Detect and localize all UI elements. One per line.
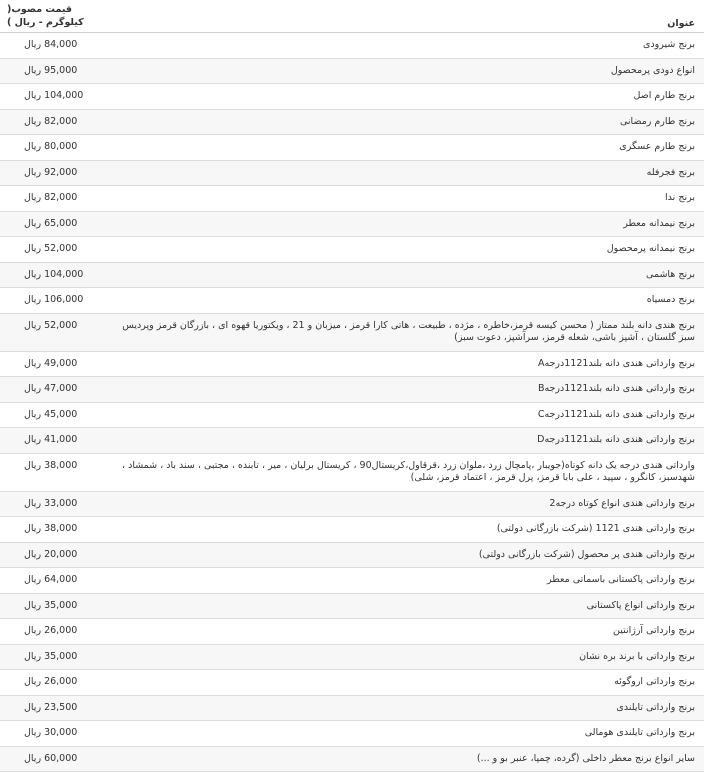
row-price-value: 23,500: [44, 701, 78, 713]
row-title: برنج وارداتی اروگوئه: [99, 670, 704, 696]
table-row: [0, 58, 704, 84]
table-body: [0, 33, 704, 772]
row-price: [0, 428, 99, 454]
row-price-currency: ریال: [24, 459, 42, 471]
row-price: [0, 58, 99, 84]
row-title: برنج وارداتی هندی دانه بلند1121درجهC: [99, 402, 704, 428]
row-price-value: 45,000: [44, 408, 78, 420]
table-row: [0, 721, 704, 747]
row-price-currency: ریال: [24, 574, 42, 585]
header-price-line2: کیلوگرم - ریال ): [7, 17, 84, 28]
row-title: برنج وارداتی با برند بره نشان: [99, 644, 704, 670]
row-price: [0, 313, 99, 351]
row-price-value: 92,000: [44, 166, 78, 178]
row-price-value: 84,000: [44, 39, 78, 50]
row-price-value: 104,000: [44, 268, 84, 280]
row-title: برنج وارداتی پاکستانی باسماتی معطر: [99, 568, 704, 594]
row-title: برنج وارداتی هندی پر محصول (شرکت بازرگانی دولتی): [99, 542, 704, 568]
row-price-currency: ریال: [24, 294, 42, 305]
row-price: [0, 351, 99, 377]
row-price-currency: ریال: [24, 383, 42, 394]
row-title: برنج وارداتی هندی دانه بلند1121درجهA: [99, 351, 704, 377]
row-price: [0, 568, 99, 594]
table-row: [0, 453, 704, 491]
table-row: [0, 402, 704, 428]
row-title: برنج نیمدانه پرمحصول: [99, 237, 704, 263]
row-price-currency: ریال: [24, 434, 42, 445]
row-title: برنج ندا: [99, 186, 704, 212]
row-price-value: 95,000: [44, 64, 78, 76]
row-price-value: 104,000: [44, 90, 84, 101]
row-price: [0, 237, 99, 263]
row-price: [0, 288, 99, 314]
table-row: [0, 262, 704, 288]
row-price: [0, 109, 99, 135]
row-price-value: 26,000: [44, 676, 78, 687]
row-price: [0, 593, 99, 619]
row-price-currency: ریال: [24, 548, 42, 560]
row-price-currency: ریال: [24, 39, 42, 50]
row-price-currency: ریال: [24, 497, 42, 509]
table-header-row: [0, 0, 704, 33]
row-title: وارداتی هندی درجه یک دانه کوتاه(جویبار ،پامچال زرد ،ملوان زرد ،قرقاول،کریستال90 ، کریستال برلیان ، میر ، تابنده ، مجتبی ، سند باد ، شمشاد ، شهدسبز، کانگرو ، سپید ، علی بابا قرمز، پرل قرمز ، اعتماد قرمز، شلی): [99, 453, 704, 491]
row-price-currency: ریال: [24, 319, 42, 331]
table-row: [0, 428, 704, 454]
row-price-currency: ریال: [24, 625, 42, 636]
table-row: [0, 568, 704, 594]
row-price: [0, 211, 99, 237]
row-price-currency: ریال: [24, 523, 42, 534]
table-row: [0, 746, 704, 772]
table-row: [0, 160, 704, 186]
row-price: [0, 491, 99, 517]
row-price-value: 30,000: [44, 727, 78, 738]
table-row: [0, 491, 704, 517]
row-price: [0, 670, 99, 696]
row-price-currency: ریال: [24, 650, 42, 662]
row-price: [0, 695, 99, 721]
row-title: برنج هاشمی: [99, 262, 704, 288]
row-price-value: 20,000: [44, 548, 78, 560]
row-price: [0, 402, 99, 428]
row-title: انواع دودی پرمحصول: [99, 58, 704, 84]
header-price-line1: قیمت مصوب(: [7, 4, 72, 15]
row-title: برنج وارداتی هندی 1121 (شرکت بازرگانی دولتی): [99, 517, 704, 543]
row-price-currency: ریال: [24, 64, 42, 76]
table-row: [0, 211, 704, 237]
row-title: برنج طارم عسگری: [99, 135, 704, 161]
header-price: [0, 0, 99, 33]
row-price-currency: ریال: [24, 192, 42, 203]
row-price: [0, 160, 99, 186]
row-title: برنج وارداتی آرژانتین: [99, 619, 704, 645]
header-title: عنوان: [99, 0, 704, 33]
table-row: [0, 288, 704, 314]
table-row: [0, 135, 704, 161]
row-price-value: 65,000: [44, 217, 78, 229]
table-row: [0, 517, 704, 543]
row-title: سایر انواع برنج معطر داخلی (گرده، چمپا، عنبر بو و ...): [99, 746, 704, 772]
row-price-currency: ریال: [24, 676, 42, 687]
row-title: برنج دمسیاه: [99, 288, 704, 314]
row-price: [0, 619, 99, 645]
row-title: برنج طارم رمضانی: [99, 109, 704, 135]
row-price: [0, 84, 99, 110]
row-price: [0, 517, 99, 543]
row-price-value: 38,000: [44, 523, 78, 534]
row-price-value: 35,000: [44, 650, 78, 662]
table-row: [0, 670, 704, 696]
row-price-currency: ریال: [24, 701, 42, 713]
row-price-currency: ریال: [24, 727, 42, 738]
row-price: [0, 377, 99, 403]
row-price-currency: ریال: [24, 599, 42, 611]
row-title: برنج وارداتی تایلندی: [99, 695, 704, 721]
table-row: [0, 351, 704, 377]
row-price-value: 52,000: [44, 243, 78, 254]
row-title: برنج وارداتی انواع پاکستانی: [99, 593, 704, 619]
row-title: برنج وارداتی هندی دانه بلند1121درجهB: [99, 377, 704, 403]
row-title: برنج وارداتی هندی دانه بلند1121درجهD: [99, 428, 704, 454]
row-title: برنج وارداتی هندی انواع کوتاه درجه2: [99, 491, 704, 517]
row-title: برنج هندی دانه بلند ممتاز ( محسن کیسه قرمز،خاطره ، مژده ، طبیعت ، هاتی کارا قرمز ، میزبان و 21 ، ویکتوریا قهوه ای ، بازرگان قرمز وپردیس سبز گلستان ، آشپز باشی، شعله قرمز، سرآشپز، دعوت سبز): [99, 313, 704, 351]
row-price-value: 41,000: [44, 434, 78, 445]
row-price-currency: ریال: [24, 268, 42, 280]
row-price-value: 106,000: [44, 294, 84, 305]
row-price-currency: ریال: [24, 90, 42, 101]
table-row: [0, 542, 704, 568]
row-price: [0, 33, 99, 59]
row-price: [0, 644, 99, 670]
table-row: [0, 377, 704, 403]
row-price-value: 52,000: [44, 319, 78, 331]
row-title: برنج وارداتی تایلندی هومالی: [99, 721, 704, 747]
row-price-value: 82,000: [44, 192, 78, 203]
row-price: [0, 542, 99, 568]
row-price-value: 26,000: [44, 625, 78, 636]
table-row: [0, 644, 704, 670]
row-price: [0, 721, 99, 747]
table-row: [0, 313, 704, 351]
row-price-value: 49,000: [44, 357, 78, 369]
row-price-value: 33,000: [44, 497, 78, 509]
row-title: برنج شیرودی: [99, 33, 704, 59]
row-price-currency: ریال: [24, 115, 42, 127]
table-row: [0, 619, 704, 645]
row-price: [0, 453, 99, 491]
row-price-currency: ریال: [24, 408, 42, 420]
row-price-currency: ریال: [24, 166, 42, 178]
row-price-currency: ریال: [24, 243, 42, 254]
table-row: [0, 695, 704, 721]
table-row: [0, 186, 704, 212]
row-price-value: 64,000: [44, 574, 78, 585]
row-price-value: 60,000: [44, 752, 78, 764]
table-row: [0, 109, 704, 135]
row-price-value: 82,000: [44, 115, 78, 127]
table-row: [0, 593, 704, 619]
row-price: [0, 746, 99, 772]
row-price-currency: ریال: [24, 357, 42, 369]
row-title: برنج نیمدانه معطر: [99, 211, 704, 237]
row-title: برنج فجرفله: [99, 160, 704, 186]
row-price-currency: ریال: [24, 217, 42, 229]
row-price-currency: ریال: [24, 752, 42, 764]
row-price-currency: ریال: [24, 141, 42, 152]
row-price-value: 35,000: [44, 599, 78, 611]
row-price-value: 38,000: [44, 459, 78, 471]
row-title: برنج طارم اصل: [99, 84, 704, 110]
row-price-value: 47,000: [44, 383, 78, 394]
table-row: [0, 33, 704, 59]
row-price: [0, 186, 99, 212]
row-price-value: 80,000: [44, 141, 78, 152]
table-row: [0, 237, 704, 263]
table-row: [0, 84, 704, 110]
row-price: [0, 135, 99, 161]
row-price: [0, 262, 99, 288]
